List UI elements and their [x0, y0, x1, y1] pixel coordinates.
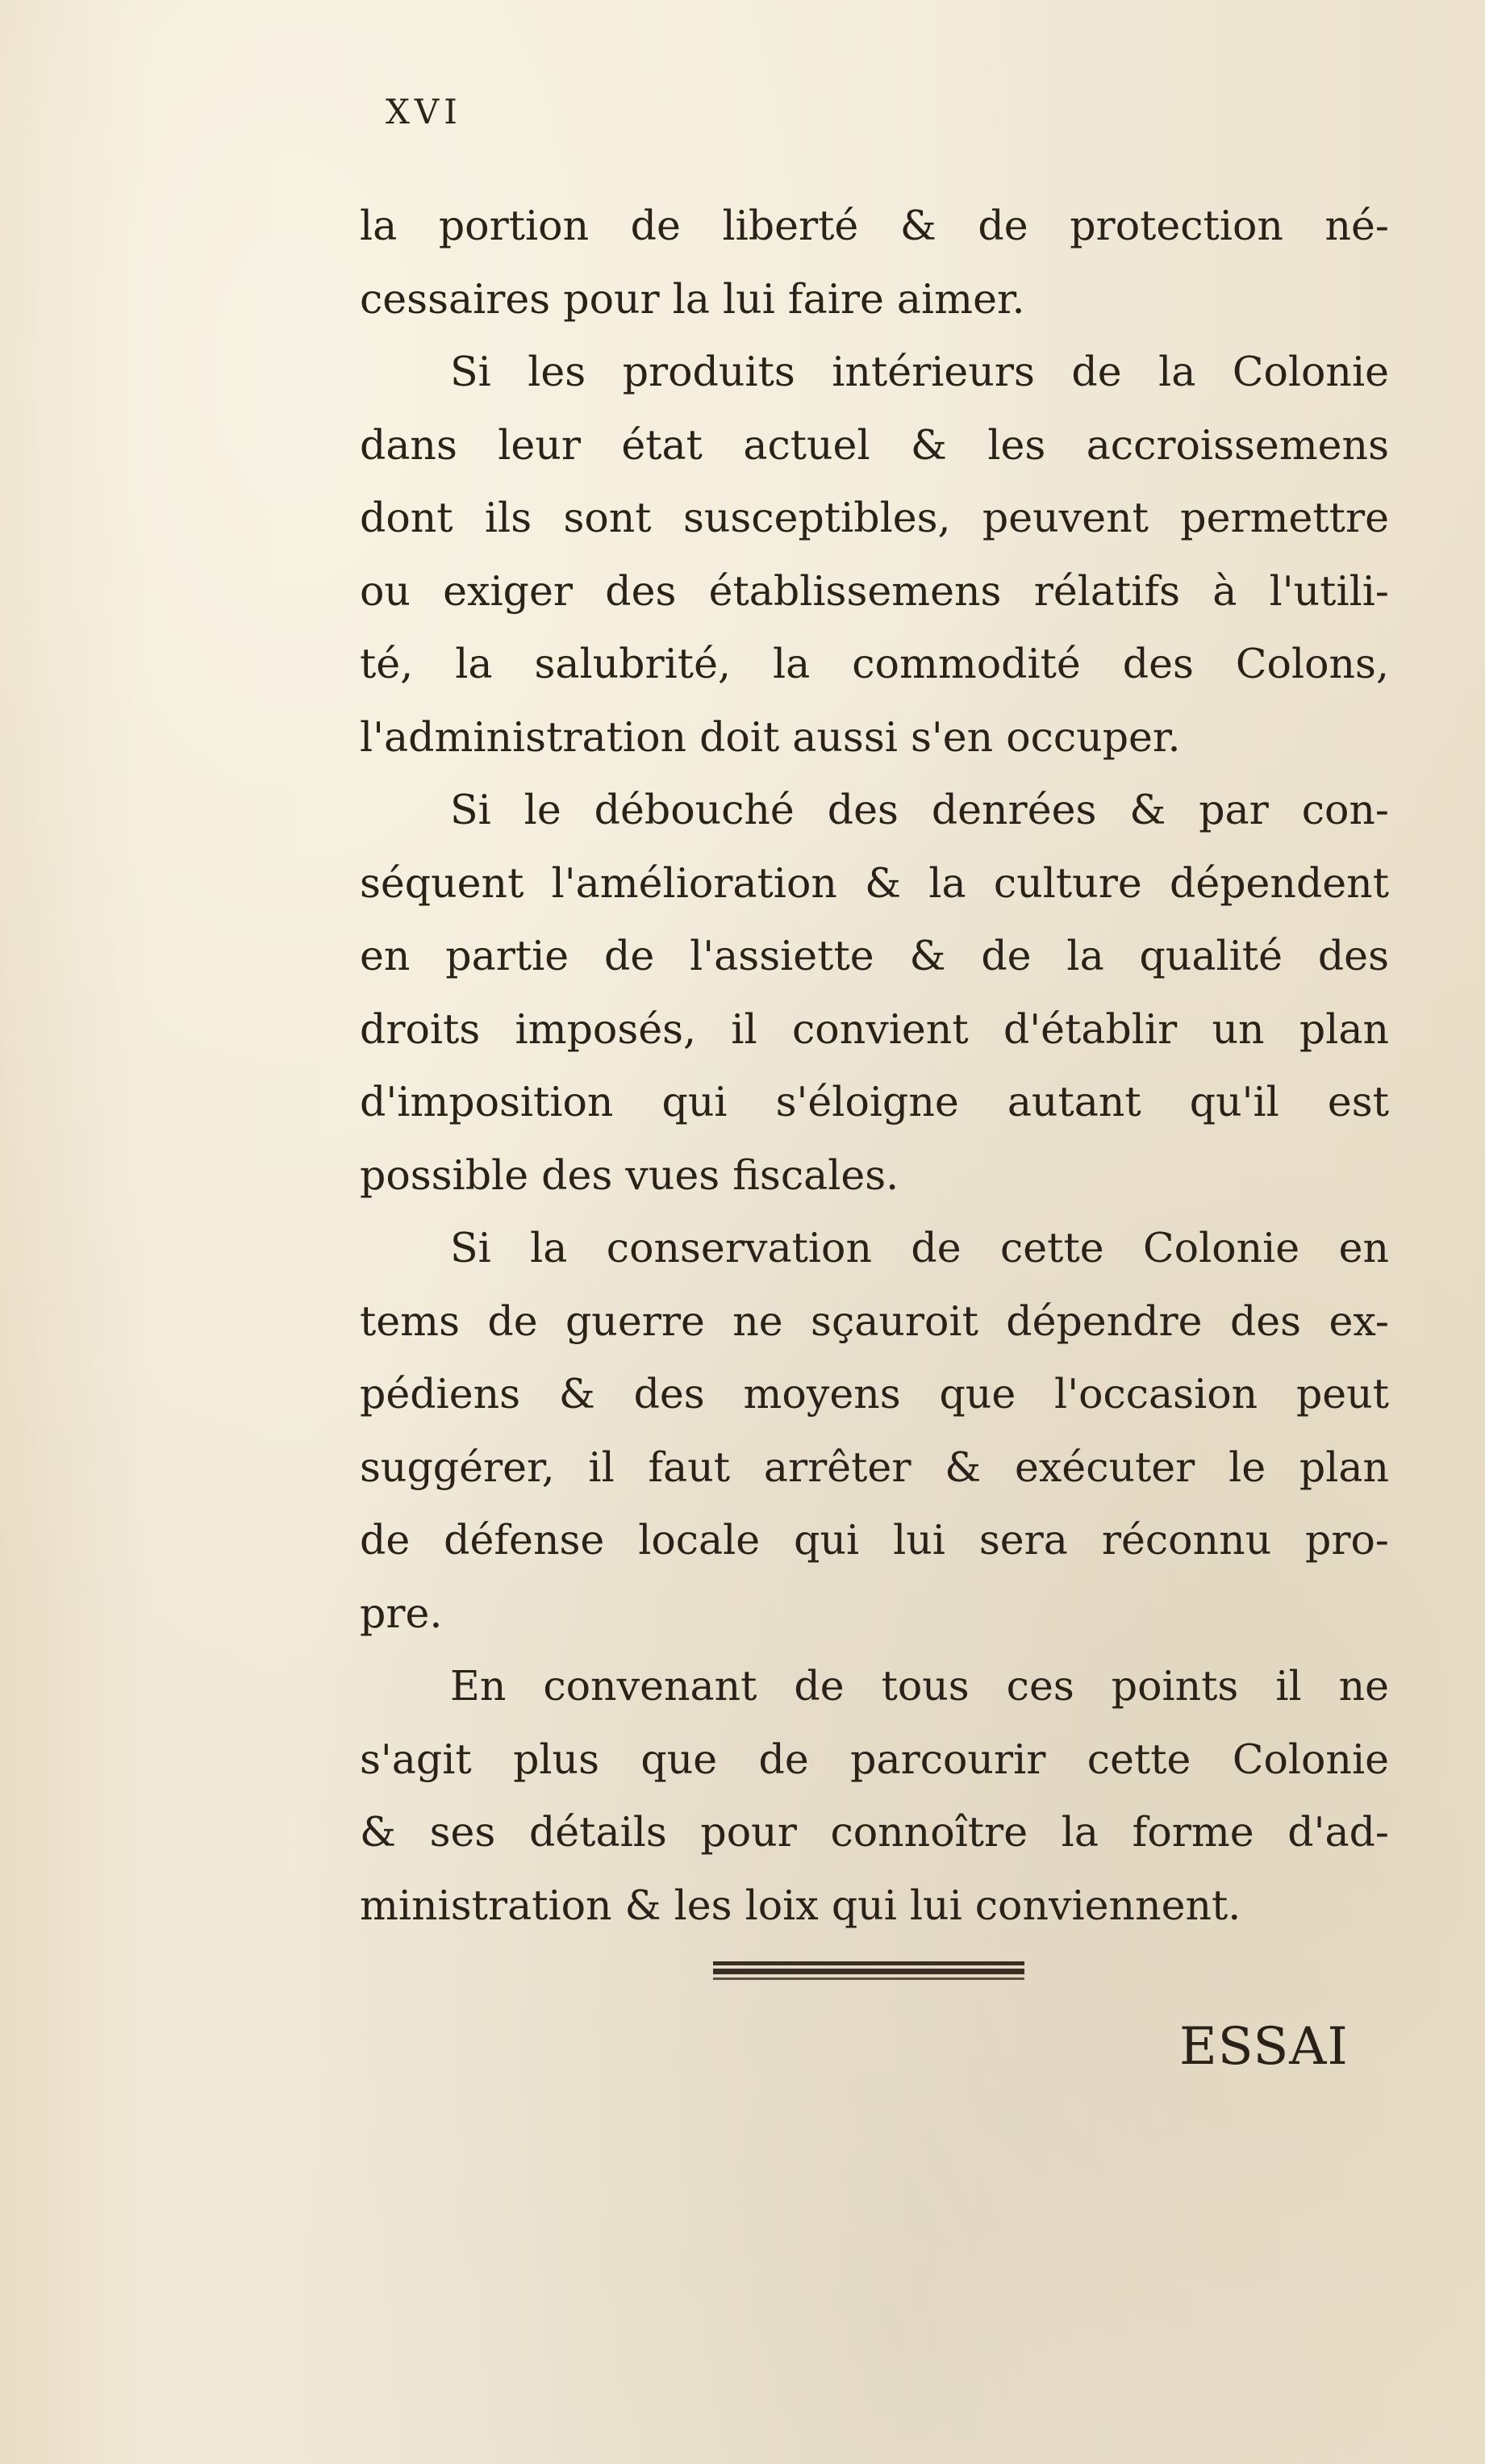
text-line: en partie de l'assiette & de la qualité des: [360, 932, 1389, 979]
text-line: En convenant de tous ces points il ne: [450, 1662, 1389, 1710]
text-line: ou exiger des établissemens rélatifs à l'utili-: [360, 566, 1389, 615]
text-line: cessaires pour la lui faire aimer.: [360, 274, 1025, 323]
text-line: Si les produits intérieurs de la Colonie: [450, 348, 1389, 395]
rule-line-bottom: [713, 1977, 1024, 1980]
rule-line-middle: [713, 1969, 1024, 1974]
text-line: la portion de liberté & de protection né-: [360, 202, 1389, 249]
text-line: dans leur état actuel & les accroissemens: [360, 420, 1389, 469]
text-line: suggérer, il faut arrêter & exécuter le plan: [360, 1443, 1389, 1491]
text-line: tems de guerre ne sçauroit dépendre des ex-: [360, 1297, 1389, 1345]
text-line: droits imposés, il convient d'établir un plan: [360, 1004, 1389, 1053]
text-line: ministration & les loix qui lui conviennent.: [360, 1881, 1241, 1929]
text-line: de défense locale qui lui sera réconnu pro-: [360, 1516, 1389, 1564]
text-line: Si le débouché des denrées & par con-: [450, 786, 1389, 833]
text-line: dont ils sont susceptibles, peuvent permettre: [360, 494, 1389, 541]
text-line: d'imposition qui s'éloigne autant qu'il est: [360, 1078, 1389, 1126]
text-line: s'agit plus que de parcourir cette Colonie: [360, 1735, 1389, 1783]
page-number: XVI: [386, 92, 462, 132]
body-text: [360, 190, 1389, 1942]
catchword: ESSAI: [1179, 2017, 1349, 2077]
text-line: & ses détails pour connoître la forme d'ad-: [360, 1808, 1389, 1856]
text-line: té, la salubrité, la commodité des Colons,: [360, 640, 1389, 687]
text-line: Si la conservation de cette Colonie en: [450, 1224, 1389, 1272]
text-line: séquent l'amélioration & la culture dépendent: [360, 858, 1389, 907]
text-line: possible des vues fiscales.: [360, 1151, 899, 1199]
rule-line-top: [713, 1961, 1024, 1965]
text-line: l'administration doit aussi s'en occuper.: [360, 712, 1181, 761]
text-line: pre.: [360, 1589, 443, 1637]
section-divider-rule: [713, 1961, 1024, 1982]
text-line: pédiens & des moyens que l'occasion peut: [360, 1370, 1389, 1418]
